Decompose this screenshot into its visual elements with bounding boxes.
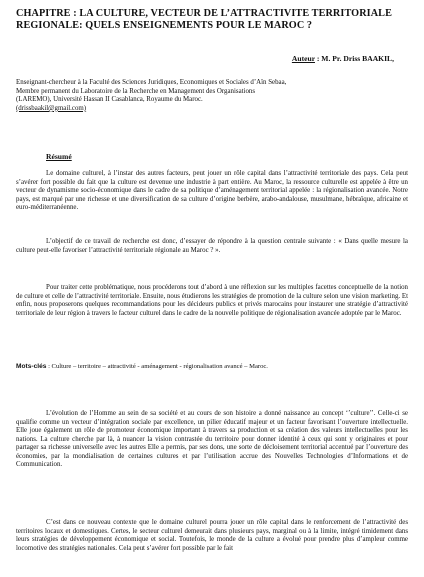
resume-paragraph-1: Le domaine culturel, à l’instar des autres facteurs, peut jouer un rôle capital dans l’attractivité territoriale des pays. Cela peut s’avérer fort possible du fait que la culture est devenue une industrie à part entière. Au Maroc, la ressource culturelle est appelée à être un vecteur de dynamisme socio-économique dans le cadre de sa politique d’aménagement territorial appelée : la régionalisation avancée. Notre pays, est marqué par une richesse et une diversification de sa culture d’origine berbère, arabo-andalouse, musulmane, hébraïque, africaine et euro-méditerranéenne. (16, 170, 408, 211)
chapter-title: CHAPITRE : LA CULTURE, VECTEUR DE L’ATTRACTIVITE TERRITORIALE REGIONALE: QUELS ENSEIGNEMENTS POUR LE MAROC ? (16, 8, 392, 31)
author-label: Auteur (291, 54, 315, 63)
affiliation-line-1: Enseignant-chercheur à la Faculté des Sciences Juridiques, Economiques et Sociales d’Aïn Sebaa, (16, 79, 287, 86)
keywords-text: : Culture – territoire – attractivité - aménagement - régionalisation avancé – Maroc. (46, 363, 268, 370)
affiliation-line-3: (LAREMO), Université Hassan II Casablanca, Royaume du Maroc. (16, 96, 203, 104)
affiliation-block (16, 79, 396, 113)
resume-paragraph-3: Pour traiter cette problématique, nous procéderons tout d’abord à une réflexion sur les multiples facettes conceptuelle de la notion de culture et celle de l’attractivité territoriale. Ensuite, nous étudierons les stratégies de promotion de la culture selon une vision marketing. Et enfin, nous proposerons quelques recommandations pour les décideurs publics et privés marocains pour instaurer une stratégie d’attractivité territoriale de leur région à travers le facteur culturel dans le cadre de la nouvelle politique de régionalisation avancée adoptée par le Maroc. (16, 284, 408, 317)
body-paragraph-2: C’est dans ce nouveau contexte que le domaine culturel pourra jouer un rôle capital dans le renforcement de l’attractivité des territoires locaux et domestiques. Certes, le secteur culturel demeurait dans plusieurs pays, marginal ou à la limite, intégré timidement dans leurs stratégies de développement économique et social. Toutefois, le monde de la culture a évolué pour prendre plus d’ampleur comme locomotive des stratégies nationales. Cela peut s’avérer fort possible par le fait (16, 519, 408, 552)
resume-heading: Résumé (46, 152, 72, 161)
keywords-label: Mots-clés (16, 363, 47, 370)
keywords-line (16, 363, 408, 371)
body-paragraph-1: L’évolution de l’Homme au sein de sa société et au cours de son histoire a donné naissance au concept ‘’culture’’. Celle-ci se qualifie comme un vecteur d’intégration sociale par excellence, un pilier éducatif majeur et un facteur favorisant l’ouverture intellectuelle. Elle joue également un rôle de promoteur économique important à travers sa production et sa création des valeurs intellectuelles pour les nations. La culture cherche par là, à nuancer la vision contrastée du territoire pour donner identité à ceux qui sont y originaires et pour partager sa richesse universelle avec les autres Elle a permis, par ses dons, une sorte de décloisement territorial accentué par l’ouverture des économies, par la mondialisation de certaines cultures et par l’utilisation accrue des Nouvelles Technologies d’Informations et de Communication. (16, 410, 408, 468)
author-email[interactable]: (drissbaakil@gmail.com) (16, 104, 87, 112)
author-name: : M. Pr. Driss BAAKIL, (314, 54, 394, 63)
affiliation-line-2: Membre permanent du Laboratoire de la Recherche en Management des Organisations (16, 87, 256, 95)
resume-paragraph-2: L’objectif de ce travail de recherche est donc, d’essayer de répondre à la question centrale suivante : « Dans quelle mesure la culture peut-elle favoriser l’attractivité territoriale régionale au Maroc ? ». (16, 238, 408, 254)
author-line (292, 54, 394, 63)
